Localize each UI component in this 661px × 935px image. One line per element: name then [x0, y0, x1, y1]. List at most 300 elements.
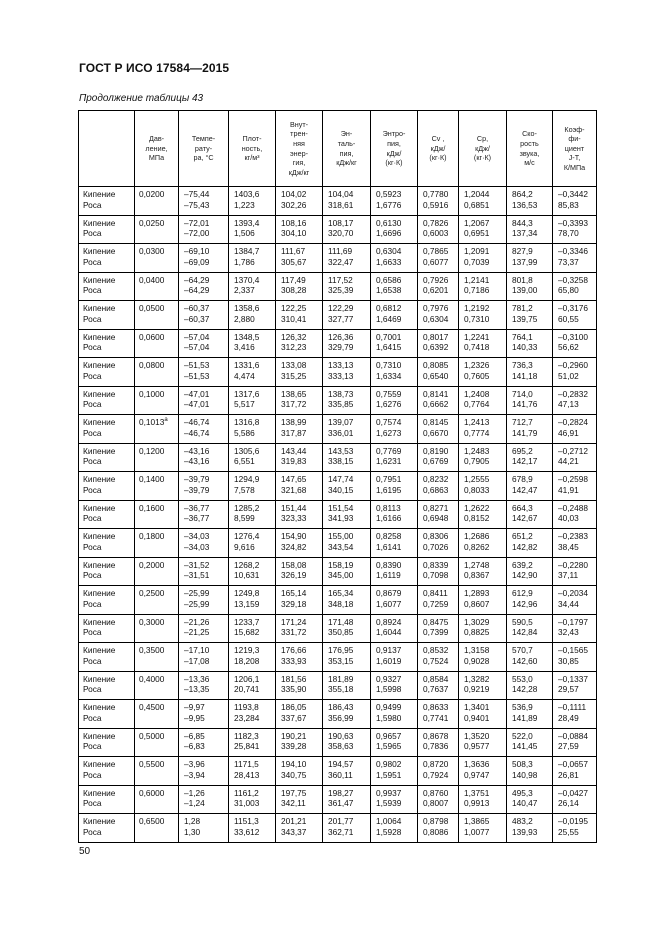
- energy-boiling: 108,16: [281, 217, 307, 228]
- density-cell: [229, 757, 276, 786]
- density-cell: [229, 671, 276, 700]
- label-dew: Роса: [83, 570, 102, 581]
- temp-cell: [179, 785, 229, 814]
- cp-cell: [459, 187, 507, 216]
- temp-dew: –6,83: [184, 741, 205, 752]
- header-line: рость: [520, 138, 539, 148]
- energy-dew: 326,19: [281, 570, 307, 581]
- label-dew: Роса: [83, 798, 102, 809]
- temp-boiling: –31,52: [184, 559, 210, 570]
- cp-boiling: 1,3520: [464, 730, 490, 741]
- enthalpy-boiling: 139,07: [328, 417, 354, 427]
- header-cv: [418, 111, 459, 187]
- table-row: [79, 671, 597, 700]
- energy-dew: 324,82: [281, 541, 307, 552]
- pressure-cell: [135, 728, 179, 757]
- pressure-value: 0,0250: [139, 217, 165, 228]
- pressure-cell: [135, 586, 179, 615]
- enthalpy-boiling: 190,63: [328, 730, 354, 741]
- sound-cell: [507, 329, 553, 358]
- cv-dew: 0,6077: [423, 256, 449, 267]
- temp-boiling: –39,79: [184, 474, 210, 484]
- enthalpy-dew: 325,39: [328, 285, 354, 296]
- entropy-dew: 1,6633: [376, 256, 402, 267]
- density-dew: 13,159: [234, 598, 260, 609]
- sound-dew: 142,82: [512, 541, 538, 552]
- label-dew: Роса: [83, 456, 102, 467]
- header-line: кДж/: [386, 148, 402, 158]
- entropy-boiling: 0,8390: [376, 559, 402, 570]
- enthalpy-dew: 348,18: [328, 598, 354, 609]
- cp-dew: 0,7774: [464, 427, 490, 438]
- label-dew: Роса: [83, 627, 102, 638]
- energy-cell: [276, 472, 323, 501]
- density-dew: 20,741: [234, 684, 260, 695]
- density-boiling: 1370,4: [234, 274, 260, 285]
- pressure-footnote-mark: а: [164, 417, 168, 424]
- density-dew: 18,208: [234, 655, 260, 666]
- temp-dew: –69,09: [184, 256, 210, 267]
- sound-cell: [507, 386, 553, 415]
- cp-dew: 0,8367: [464, 570, 490, 581]
- cv-cell: [418, 500, 459, 529]
- enthalpy-cell: [323, 329, 371, 358]
- density-dew: 3,416: [234, 342, 255, 353]
- energy-dew: 323,33: [281, 513, 307, 524]
- energy-boiling: 194,10: [281, 759, 307, 769]
- sound-cell: [507, 671, 553, 700]
- entropy-cell: [371, 329, 418, 358]
- label-boiling: Кипение: [83, 616, 116, 627]
- cv-boiling: 0,8271: [423, 502, 449, 513]
- sound-boiling: 712,7: [512, 417, 533, 427]
- header-line: ра, °С: [193, 153, 214, 163]
- cp-cell: [459, 814, 507, 843]
- cp-dew: 0,7310: [464, 313, 490, 324]
- jt-cell: [553, 500, 597, 529]
- entropy-cell: [371, 643, 418, 672]
- energy-dew: 317,72: [281, 399, 307, 410]
- sound-cell: [507, 814, 553, 843]
- temp-boiling: –3,96: [184, 759, 205, 769]
- jt-boiling: –0,2383: [558, 531, 588, 541]
- cp-boiling: 1,2141: [464, 274, 490, 285]
- cp-boiling: 1,2555: [464, 474, 490, 484]
- temp-cell: [179, 329, 229, 358]
- header-density: [229, 111, 276, 187]
- jt-cell: [553, 329, 597, 358]
- cp-cell: [459, 557, 507, 586]
- enthalpy-cell: [323, 586, 371, 615]
- jt-cell: [553, 728, 597, 757]
- entropy-dew: 1,6119: [376, 570, 401, 581]
- table-row: [79, 643, 597, 672]
- pressure-cell: [135, 529, 179, 558]
- cp-cell: [459, 529, 507, 558]
- header-line: трен-: [290, 129, 308, 139]
- header-line: J-T,: [568, 153, 581, 163]
- density-boiling: 1305,6: [234, 445, 260, 456]
- entropy-boiling: 0,6304: [376, 246, 402, 256]
- thermo-table: [78, 110, 597, 843]
- energy-dew: 343,37: [281, 826, 307, 837]
- header-line: ность,: [241, 143, 263, 153]
- cv-boiling: 0,8760: [423, 787, 449, 798]
- temp-dew: –46,74: [184, 427, 210, 438]
- jt-boiling: –0,2712: [558, 445, 588, 456]
- sound-dew: 142,84: [512, 627, 538, 638]
- entropy-cell: [371, 529, 418, 558]
- cp-boiling: 1,2192: [464, 303, 490, 313]
- enthalpy-boiling: 133,13: [328, 360, 354, 370]
- enthalpy-boiling: 143,53: [328, 445, 354, 456]
- temp-boiling: –46,74: [184, 417, 210, 427]
- sound-boiling: 864,2: [512, 189, 533, 199]
- label-boiling: Кипение: [83, 360, 116, 370]
- entropy-boiling: 1,0064: [376, 816, 402, 826]
- jt-cell: [553, 187, 597, 216]
- entropy-dew: 1,6776: [376, 199, 402, 210]
- cv-cell: [418, 529, 459, 558]
- temp-cell: [179, 700, 229, 729]
- pressure-value: 0,1000: [139, 388, 165, 399]
- enthalpy-cell: [323, 358, 371, 387]
- cv-dew: 0,7836: [423, 741, 449, 752]
- label-dew: Роса: [83, 370, 102, 381]
- density-boiling: 1393,4: [234, 217, 260, 228]
- state-label-cell: [79, 386, 135, 415]
- jt-cell: [553, 814, 597, 843]
- entropy-dew: 1,6141: [376, 541, 402, 552]
- header-line: гия,: [292, 158, 306, 168]
- pressure-value: 0,2000: [139, 559, 165, 570]
- energy-dew: 321,68: [281, 484, 307, 495]
- jt-dew: 26,81: [558, 769, 579, 780]
- sound-boiling: 764,1: [512, 331, 533, 342]
- header-line: кДж/кг: [336, 158, 357, 168]
- pressure-cell: [135, 557, 179, 586]
- cp-boiling: 1,2413: [464, 417, 490, 427]
- cv-cell: [418, 215, 459, 244]
- label-boiling: Кипение: [83, 331, 116, 342]
- pressure-value: 0,1013: [139, 417, 165, 427]
- cv-dew: 0,7524: [423, 655, 449, 666]
- cp-dew: 0,9747: [464, 769, 490, 780]
- energy-boiling: 138,99: [281, 417, 307, 427]
- temp-cell: [179, 614, 229, 643]
- cp-boiling: 1,2686: [464, 531, 490, 541]
- label-boiling: Кипение: [83, 673, 116, 684]
- cv-cell: [418, 586, 459, 615]
- enthalpy-boiling: 186,43: [328, 702, 354, 712]
- enthalpy-cell: [323, 785, 371, 814]
- cv-cell: [418, 785, 459, 814]
- sound-boiling: 522,0: [512, 730, 533, 741]
- density-boiling: 1348,5: [234, 331, 260, 342]
- entropy-cell: [371, 443, 418, 472]
- label-boiling: Кипение: [83, 502, 116, 513]
- cp-dew: 0,7418: [464, 342, 490, 353]
- cp-boiling: 1,3751: [464, 787, 490, 798]
- jt-boiling: –0,2034: [558, 588, 588, 598]
- enthalpy-boiling: 201,77: [328, 816, 354, 826]
- jt-dew: 51,02: [558, 370, 579, 381]
- sound-dew: 139,93: [512, 826, 538, 837]
- enthalpy-cell: [323, 671, 371, 700]
- label-boiling: Кипение: [83, 816, 116, 826]
- jt-dew: 26,14: [558, 798, 579, 809]
- density-dew: 5,586: [234, 427, 255, 438]
- cv-cell: [418, 643, 459, 672]
- cp-dew: 0,7186: [464, 285, 490, 296]
- state-label-cell: [79, 814, 135, 843]
- density-boiling: 1161,2: [234, 787, 259, 798]
- energy-boiling: 117,49: [281, 274, 306, 285]
- header-line: Эн-: [340, 129, 353, 139]
- cp-dew: 0,7764: [464, 399, 490, 410]
- density-cell: [229, 785, 276, 814]
- enthalpy-dew: 333,13: [328, 370, 354, 381]
- cv-dew: 0,6863: [423, 484, 449, 495]
- jt-dew: 47,13: [558, 399, 579, 410]
- energy-dew: 331,72: [281, 627, 307, 638]
- temp-boiling: –6,85: [184, 730, 205, 741]
- entropy-cell: [371, 244, 418, 273]
- enthalpy-cell: [323, 529, 371, 558]
- temp-dew: –72,00: [184, 228, 210, 239]
- pressure-value: 0,0200: [139, 189, 165, 199]
- header-line: Cv ,: [431, 134, 445, 144]
- sound-dew: 142,60: [512, 655, 538, 666]
- density-dew: 1,506: [234, 228, 255, 239]
- density-dew: 9,616: [234, 541, 255, 552]
- entropy-cell: [371, 814, 418, 843]
- enthalpy-boiling: 198,27: [328, 787, 354, 798]
- density-cell: [229, 329, 276, 358]
- enthalpy-boiling: 158,19: [328, 559, 354, 570]
- cv-boiling: 0,8141: [423, 388, 449, 399]
- energy-cell: [276, 643, 323, 672]
- label-boiling: Кипение: [83, 730, 116, 741]
- entropy-dew: 1,6273: [376, 427, 402, 438]
- density-cell: [229, 814, 276, 843]
- state-label-cell: [79, 415, 135, 444]
- entropy-boiling: 0,9802: [376, 759, 402, 769]
- cp-cell: [459, 500, 507, 529]
- header-line: кДж/кг: [288, 167, 310, 177]
- temp-dew: 1,30: [184, 826, 201, 837]
- energy-dew: 335,90: [281, 684, 307, 695]
- entropy-boiling: 0,7001: [376, 331, 402, 342]
- sound-dew: 142,96: [512, 598, 538, 609]
- energy-boiling: 122,25: [281, 303, 307, 313]
- energy-dew: 317,87: [281, 427, 307, 438]
- density-boiling: 1403,6: [234, 189, 260, 199]
- header-line: пия,: [387, 138, 401, 148]
- entropy-cell: [371, 386, 418, 415]
- state-label-cell: [79, 215, 135, 244]
- enthalpy-boiling: 117,52: [328, 274, 353, 285]
- cp-dew: 0,7905: [464, 456, 490, 467]
- cv-boiling: 0,8411: [423, 588, 448, 598]
- entropy-boiling: 0,8679: [376, 588, 402, 598]
- cp-boiling: 1,2408: [464, 388, 490, 399]
- header-line: кДж/: [430, 143, 446, 153]
- state-label-cell: [79, 329, 135, 358]
- jt-cell: [553, 358, 597, 387]
- density-dew: 28,413: [234, 769, 260, 780]
- sound-dew: 141,76: [512, 399, 538, 410]
- jt-cell: [553, 785, 597, 814]
- entropy-cell: [371, 671, 418, 700]
- enthalpy-boiling: 181,89: [328, 673, 354, 684]
- label-boiling: Кипение: [83, 645, 116, 655]
- pressure-cell: [135, 187, 179, 216]
- enthalpy-cell: [323, 757, 371, 786]
- cp-boiling: 1,2893: [464, 588, 490, 598]
- cv-cell: [418, 386, 459, 415]
- temp-dew: –13,35: [184, 684, 210, 695]
- jt-dew: 46,91: [558, 427, 579, 438]
- temp-cell: [179, 443, 229, 472]
- cv-dew: 0,8086: [423, 826, 449, 837]
- temp-dew: –39,79: [184, 484, 210, 495]
- table-row: [79, 557, 597, 586]
- pressure-cell: [135, 785, 179, 814]
- cv-boiling: 0,8584: [423, 673, 449, 684]
- temp-cell: [179, 757, 229, 786]
- cp-cell: [459, 215, 507, 244]
- energy-cell: [276, 586, 323, 615]
- jt-dew: 25,55: [558, 826, 579, 837]
- density-cell: [229, 472, 276, 501]
- energy-boiling: 176,66: [281, 645, 307, 655]
- jt-boiling: –0,3346: [558, 246, 588, 256]
- jt-dew: 37,11: [558, 570, 579, 581]
- entropy-dew: 1,5928: [376, 826, 402, 837]
- jt-cell: [553, 586, 597, 615]
- cv-boiling: 0,8532: [423, 645, 449, 655]
- enthalpy-cell: [323, 187, 371, 216]
- enthalpy-boiling: 126,36: [328, 331, 354, 342]
- sound-boiling: 508,3: [512, 759, 533, 769]
- energy-cell: [276, 728, 323, 757]
- label-dew: Роса: [83, 256, 102, 267]
- temp-boiling: –47,01: [184, 388, 210, 399]
- cp-cell: [459, 614, 507, 643]
- sound-dew: 137,34: [512, 228, 538, 239]
- density-cell: [229, 700, 276, 729]
- cp-cell: [459, 415, 507, 444]
- energy-dew: 342,11: [281, 798, 306, 809]
- header-cp: [459, 111, 507, 187]
- entropy-dew: 1,6044: [376, 627, 402, 638]
- label-boiling: Кипение: [83, 274, 116, 285]
- cv-boiling: 0,8085: [423, 360, 449, 370]
- jt-cell: [553, 757, 597, 786]
- cp-dew: 0,6951: [464, 228, 490, 239]
- cp-cell: [459, 386, 507, 415]
- density-cell: [229, 443, 276, 472]
- temp-boiling: –9,97: [184, 702, 205, 712]
- pressure-value: 0,3000: [139, 616, 165, 627]
- jt-boiling: –0,3176: [558, 303, 588, 313]
- label-dew: Роса: [83, 313, 102, 324]
- cv-cell: [418, 329, 459, 358]
- pressure-value: 0,3500: [139, 645, 165, 655]
- header-sound-speed: [507, 111, 553, 187]
- table-row: [79, 329, 597, 358]
- entropy-dew: 1,6276: [376, 399, 402, 410]
- energy-dew: 302,26: [281, 199, 307, 210]
- pressure-cell: [135, 814, 179, 843]
- entropy-cell: [371, 728, 418, 757]
- cp-boiling: 1,2044: [464, 189, 490, 199]
- header-line: К/МПа: [563, 162, 586, 172]
- table-row: [79, 472, 597, 501]
- sound-boiling: 639,2: [512, 559, 533, 570]
- entropy-dew: 1,6077: [376, 598, 402, 609]
- table-row: [79, 215, 597, 244]
- enthalpy-cell: [323, 728, 371, 757]
- entropy-cell: [371, 785, 418, 814]
- cv-boiling: 0,8190: [423, 445, 449, 456]
- sound-cell: [507, 586, 553, 615]
- sound-dew: 142,17: [512, 456, 538, 467]
- cp-cell: [459, 700, 507, 729]
- label-dew: Роса: [83, 342, 102, 353]
- enthalpy-dew: 322,47: [328, 256, 354, 267]
- cv-dew: 0,5916: [423, 199, 449, 210]
- cv-dew: 0,7399: [423, 627, 449, 638]
- density-dew: 15,682: [234, 627, 260, 638]
- pressure-value: 0,4000: [139, 673, 165, 684]
- cv-cell: [418, 301, 459, 330]
- cv-cell: [418, 757, 459, 786]
- cp-boiling: 1,2622: [464, 502, 490, 513]
- entropy-boiling: 0,9937: [376, 787, 402, 798]
- jt-boiling: –0,0884: [558, 730, 588, 741]
- cv-boiling: 0,8678: [423, 730, 449, 741]
- cp-cell: [459, 358, 507, 387]
- density-cell: [229, 643, 276, 672]
- energy-cell: [276, 443, 323, 472]
- sound-boiling: 651,2: [512, 531, 533, 541]
- entropy-cell: [371, 757, 418, 786]
- density-boiling: 1317,6: [234, 388, 260, 399]
- sound-cell: [507, 643, 553, 672]
- energy-boiling: 158,08: [281, 559, 307, 570]
- state-label-cell: [79, 643, 135, 672]
- entropy-boiling: 0,8258: [376, 531, 402, 541]
- label-dew: Роса: [83, 285, 102, 296]
- temp-dew: –43,16: [184, 456, 210, 467]
- cp-dew: 1,0077: [464, 826, 490, 837]
- sound-boiling: 570,7: [512, 645, 533, 655]
- enthalpy-cell: [323, 700, 371, 729]
- jt-dew: 44,21: [558, 456, 579, 467]
- entropy-boiling: 0,6130: [376, 217, 402, 228]
- header-line: МПа: [148, 153, 165, 163]
- temp-boiling: –1,26: [184, 787, 205, 798]
- jt-dew: 78,70: [558, 228, 579, 239]
- energy-cell: [276, 557, 323, 586]
- enthalpy-dew: 320,70: [328, 228, 354, 239]
- entropy-boiling: 0,7769: [376, 445, 402, 456]
- document-title: ГОСТ Р ИСО 17584—2015: [79, 61, 230, 75]
- entropy-dew: 1,6195: [376, 484, 402, 495]
- density-cell: [229, 386, 276, 415]
